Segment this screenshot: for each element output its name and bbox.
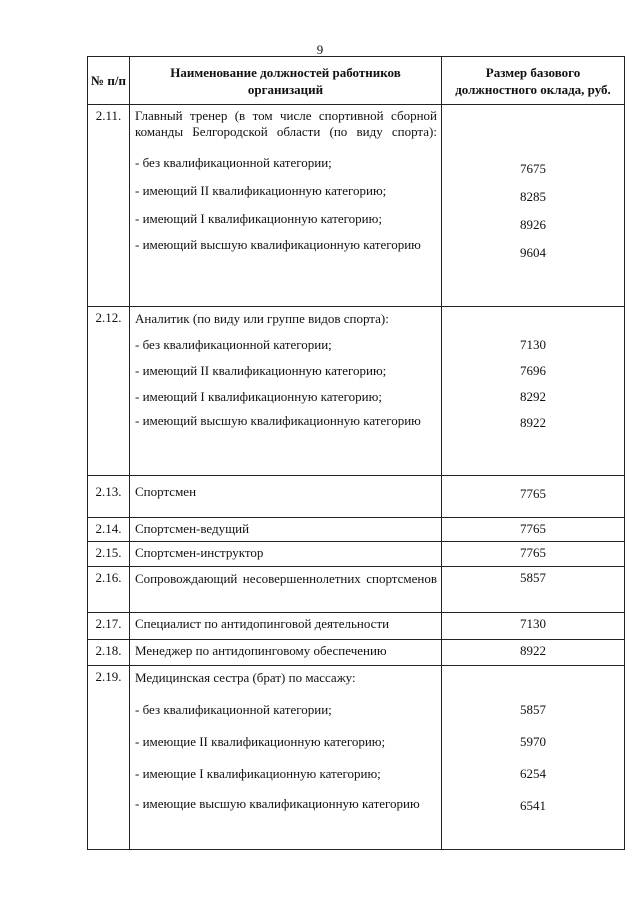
row-value: 7765 (442, 542, 625, 567)
row-value: 5857 (442, 567, 625, 613)
row-number: 2.13. (88, 476, 130, 518)
row-value-cell (442, 666, 625, 850)
row-title: Аналитик (по виду или группе видов спорта): (135, 311, 389, 326)
row-number: 2.16. (88, 567, 130, 613)
row-item-label: - имеющий II квалификационную категорию; (135, 363, 387, 378)
table-row (88, 640, 625, 666)
row-item-label: - имеющий высшую квалификационную категорию (135, 413, 421, 428)
row-name: Спортсмен-инструктор (130, 542, 442, 567)
row-item-label: - без квалификационной категории; (135, 702, 332, 717)
row-item-label: - без квалификационной категории; (135, 155, 332, 170)
row-item-value: 7130 (520, 337, 546, 352)
row-value: 7130 (442, 613, 625, 640)
row-name-cell (130, 105, 442, 307)
row-item-value: 7675 (520, 161, 546, 176)
row-title: Медицинская сестра (брат) по массажу: (135, 670, 356, 685)
table-row (88, 307, 625, 476)
row-item-value: 8292 (520, 389, 546, 404)
row-name: Спортсмен (130, 476, 442, 518)
header-value: Размер базового должностного оклада, руб. (442, 57, 625, 105)
row-value: 7765 (442, 476, 625, 518)
row-name: Сопровождающий несовершеннолетних спортсменов (135, 571, 437, 586)
table-row (88, 518, 625, 542)
row-item-label: - имеющие высшую квалификационную категорию (135, 796, 420, 811)
header-num: № п/п (88, 57, 130, 105)
row-item-value: 6541 (520, 798, 546, 813)
salary-table (87, 56, 625, 850)
row-name-cell (130, 567, 442, 613)
row-number: 2.19. (88, 666, 130, 850)
row-item-value: 9604 (520, 245, 546, 260)
table-row (88, 105, 625, 307)
row-item-value: 7696 (520, 363, 546, 378)
row-item-label: - без квалификационной категории; (135, 337, 332, 352)
page-number: 9 (316, 42, 324, 57)
row-number: 2.18. (88, 640, 130, 666)
row-name: Специалист по антидопинговой деятельности (130, 613, 442, 640)
row-name: Спортсмен-ведущий (130, 518, 442, 542)
row-number: 2.15. (88, 542, 130, 567)
row-number: 2.12. (88, 307, 130, 476)
row-item-value: 6254 (520, 766, 546, 781)
row-item-value: 8285 (520, 189, 546, 204)
row-number: 2.14. (88, 518, 130, 542)
row-value-cell (442, 307, 625, 476)
row-title: Главный тренер (в том числе спортивной сборной команды Белгородской области (по виду спорта): (135, 108, 437, 139)
row-item-label: - имеющие II квалификационную категорию; (135, 734, 386, 749)
row-value: 8922 (442, 640, 625, 666)
row-name-cell (130, 307, 442, 476)
row-number: 2.11. (88, 105, 130, 307)
row-item-value: 5857 (520, 702, 546, 717)
row-value-cell (442, 105, 625, 307)
row-item-value: 8922 (520, 415, 546, 430)
table-row (88, 613, 625, 640)
row-name-cell (130, 666, 442, 850)
row-item-label: - имеющие I квалификационную категорию; (135, 766, 381, 781)
table-row (88, 666, 625, 850)
row-item-label: - имеющий высшую квалификационную категорию (135, 237, 421, 252)
row-number: 2.17. (88, 613, 130, 640)
row-value: 7765 (442, 518, 625, 542)
row-name: Менеджер по антидопинговому обеспечению (130, 640, 442, 666)
table-row (88, 542, 625, 567)
row-item-value: 8926 (520, 217, 546, 232)
table-row (88, 476, 625, 518)
table-row (88, 567, 625, 613)
header-name: Наименование должностей работников организаций (130, 57, 442, 105)
row-item-label: - имеющий I квалификационную категорию; (135, 389, 382, 404)
row-item-label: - имеющий I квалификационную категорию; (135, 211, 382, 226)
row-item-label: - имеющий II квалификационную категорию; (135, 183, 387, 198)
row-item-value: 5970 (520, 734, 546, 749)
table-header-row (88, 57, 625, 105)
